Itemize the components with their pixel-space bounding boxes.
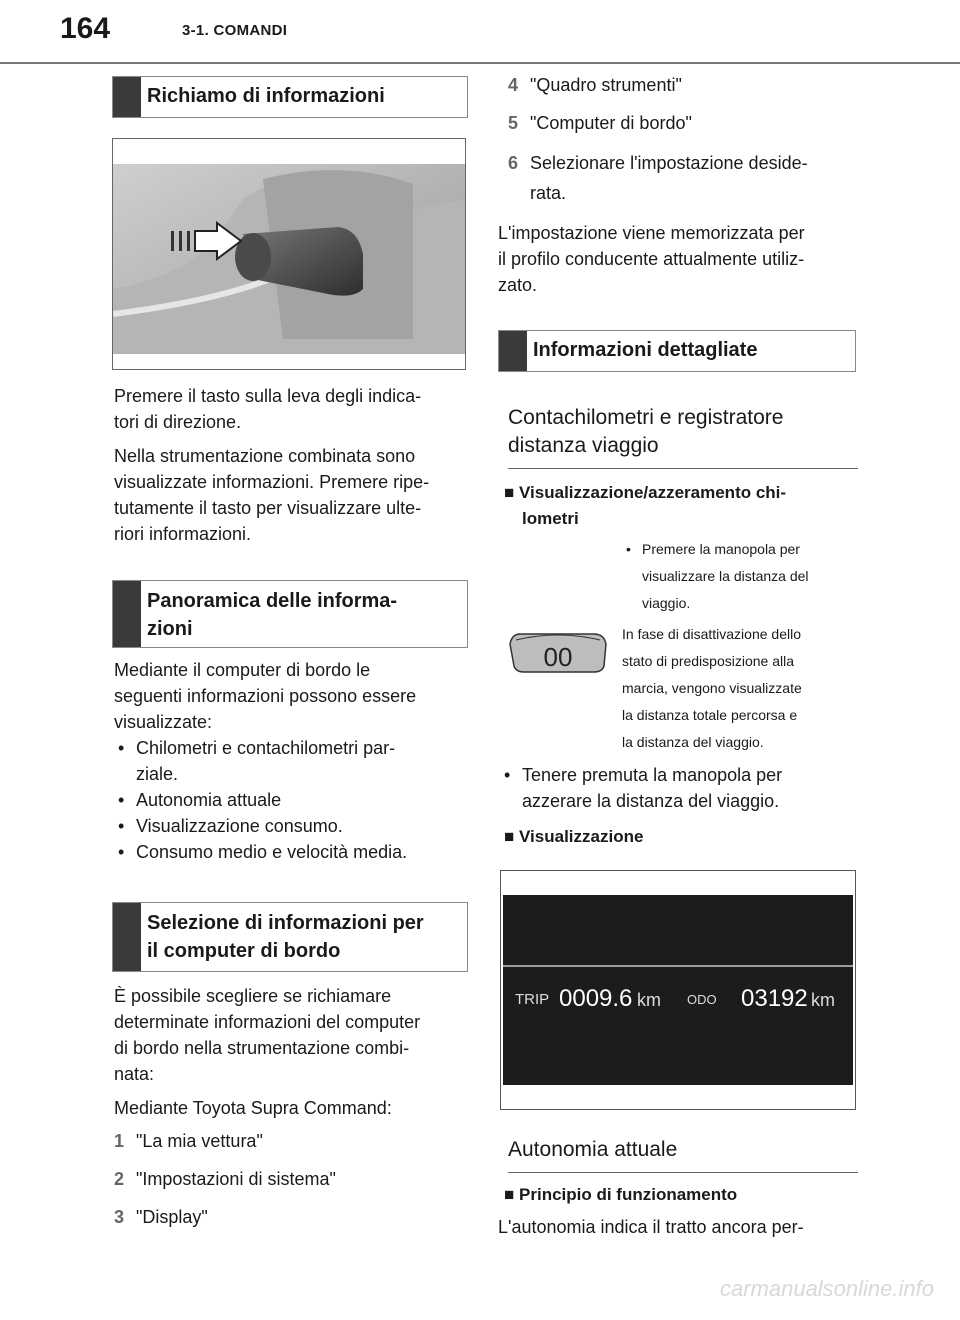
paragraph-premere xyxy=(114,383,470,435)
text-line: tori di direzione. xyxy=(114,412,242,432)
step-5 xyxy=(508,110,692,136)
list-item-continuation: viaggio. xyxy=(642,595,691,611)
text-line: Visualizzazione xyxy=(519,827,644,846)
step-text: "Computer di bordo" xyxy=(530,113,692,133)
paragraph-mediante xyxy=(114,657,470,865)
odo-label: ODO xyxy=(687,992,717,1007)
step-text: "La mia vettura" xyxy=(136,1131,263,1151)
heading-azzeramento xyxy=(504,480,856,532)
text-line: In fase di disattivazione dello xyxy=(622,626,801,642)
list-item-continuation: azzerare la distanza del viaggio. xyxy=(522,791,780,811)
square-bullet-icon: ■ xyxy=(504,483,515,502)
text-line: marcia, vengono visualizzate xyxy=(622,680,802,696)
heading-line: Selezione di informazioni per xyxy=(147,912,424,934)
header-rule xyxy=(0,62,960,64)
heading-box-panoramica xyxy=(112,580,468,648)
list-item: • Tenere premuta la manopola per xyxy=(500,762,858,788)
paragraph-strumentazione xyxy=(114,443,470,547)
step-6 xyxy=(508,148,808,208)
list-item-continuation: ziale. xyxy=(136,764,179,784)
heading-principio xyxy=(504,1182,737,1208)
heading-box-richiamo xyxy=(112,76,468,118)
square-bullet-icon: ■ xyxy=(504,1185,515,1204)
text-line: riori informazioni. xyxy=(114,524,252,544)
text-line: il profilo conducente attualmente utiliz- xyxy=(498,249,805,269)
heading-bar xyxy=(499,331,527,371)
text-line: lometri xyxy=(522,509,579,528)
text-line: stato di predisposizione alla xyxy=(622,653,794,669)
section-title: 3-1. COMANDI xyxy=(182,22,288,39)
text-line: visualizzate: xyxy=(114,712,213,732)
paragraph-memorizzata xyxy=(498,220,858,298)
text-line: di bordo nella strumentazione combi- xyxy=(114,1038,410,1058)
step-number: 1 xyxy=(114,1131,125,1151)
heading-visualizzazione xyxy=(504,824,643,850)
text-line: zato. xyxy=(498,275,538,295)
list-item: • Autonomia attuale xyxy=(114,787,470,813)
step-number: 5 xyxy=(508,113,519,133)
paragraph-autonomia: L'autonomia indica il tratto ancora per- xyxy=(498,1217,804,1237)
text-line: determinate informazioni del computer xyxy=(114,1012,421,1032)
paragraph-supra-command: Mediante Toyota Supra Command: xyxy=(114,1098,392,1118)
step-text: Selezionare l'impostazione deside- xyxy=(530,153,808,173)
trip-knob-illustration xyxy=(508,626,608,676)
heading-line: zioni xyxy=(147,618,193,640)
turn-signal-lever-image xyxy=(113,139,465,369)
step-text: "Impostazioni di sistema" xyxy=(136,1169,336,1189)
text-line: nata: xyxy=(114,1064,155,1084)
list-item: • Premere la manopola per xyxy=(622,536,858,563)
trip-unit: km xyxy=(637,990,661,1010)
knob-icon xyxy=(508,626,608,676)
heading-line: il computer di bordo xyxy=(147,940,341,962)
step-number: 6 xyxy=(508,153,519,173)
list-item: • Visualizzazione consumo. xyxy=(114,813,470,839)
heading-box-dettagliate xyxy=(498,330,856,372)
watermark: carmanualsonline.info xyxy=(719,1276,934,1301)
display-divider xyxy=(503,965,853,967)
text-line: Contachilometri e registratore xyxy=(508,406,784,429)
heading-bar xyxy=(113,903,141,971)
odo-value: 03192 xyxy=(741,985,808,1012)
trip-label: TRIP xyxy=(515,991,550,1008)
subheading-autonomia: Autonomia attuale xyxy=(508,1136,858,1173)
heading-bar xyxy=(113,581,141,647)
text-line: visualizzate informazioni. Premere ripe- xyxy=(114,472,430,492)
heading-box-selezione xyxy=(112,902,468,972)
step-number: 4 xyxy=(508,75,519,95)
text-line: seguenti informazioni possono essere xyxy=(114,686,417,706)
list-item: • Chilometri e contachilometri par- xyxy=(114,735,470,761)
display-illustration xyxy=(500,870,856,1110)
step-number: 2 xyxy=(114,1169,125,1189)
bullet-azzerare xyxy=(500,762,858,814)
lever-illustration xyxy=(112,138,466,370)
square-bullet-icon: ■ xyxy=(504,827,515,846)
step-text-continuation: rata. xyxy=(530,183,567,203)
page-number: 164 xyxy=(60,12,111,45)
instrument-display xyxy=(503,895,853,1085)
step-1 xyxy=(114,1128,263,1154)
text-line: Principio di funzionamento xyxy=(519,1185,738,1204)
heading-text xyxy=(147,909,461,965)
subheading-contachilometri xyxy=(508,404,858,469)
text-line: la distanza totale percorsa e xyxy=(622,707,798,723)
knob-label: 00 xyxy=(543,642,573,672)
heading-text: Informazioni dettagliate xyxy=(533,339,758,361)
text-line: la distanza del viaggio. xyxy=(622,734,764,750)
text-line: Nella strumentazione combinata sono xyxy=(114,446,416,466)
heading-bar xyxy=(113,77,141,117)
step-text: "Display" xyxy=(136,1207,208,1227)
list-item-continuation: visualizzare la distanza del xyxy=(642,568,809,584)
heading-line: Panoramica delle informa- xyxy=(147,590,398,612)
step-number: 3 xyxy=(114,1207,125,1227)
text-line: L'impostazione viene memorizzata per xyxy=(498,223,805,243)
step-text: "Quadro strumenti" xyxy=(530,75,682,95)
text-line: tutamente il tasto per visualizzare ulte- xyxy=(114,498,422,518)
text-line: È possibile scegliere se richiamare xyxy=(114,986,392,1006)
odo-unit: km xyxy=(811,990,835,1010)
paragraph-possibile xyxy=(114,983,470,1087)
knob-bullet xyxy=(622,536,858,617)
trip-value: 0009.6 xyxy=(559,985,633,1012)
step-4 xyxy=(508,72,682,98)
text-line: Premere il tasto sulla leva degli indica- xyxy=(114,386,422,406)
text-line: Mediante il computer di bordo le xyxy=(114,660,371,680)
list-item: • Consumo medio e velocità media. xyxy=(114,839,470,865)
text-line: Visualizzazione/azzeramento chi- xyxy=(519,483,787,502)
heading-text: Richiamo di informazioni xyxy=(147,85,385,107)
text-line: distanza viaggio xyxy=(508,434,659,457)
step-2 xyxy=(114,1166,336,1192)
step-3 xyxy=(114,1204,208,1230)
paragraph-disattivazione xyxy=(622,621,858,756)
heading-text xyxy=(147,587,461,643)
